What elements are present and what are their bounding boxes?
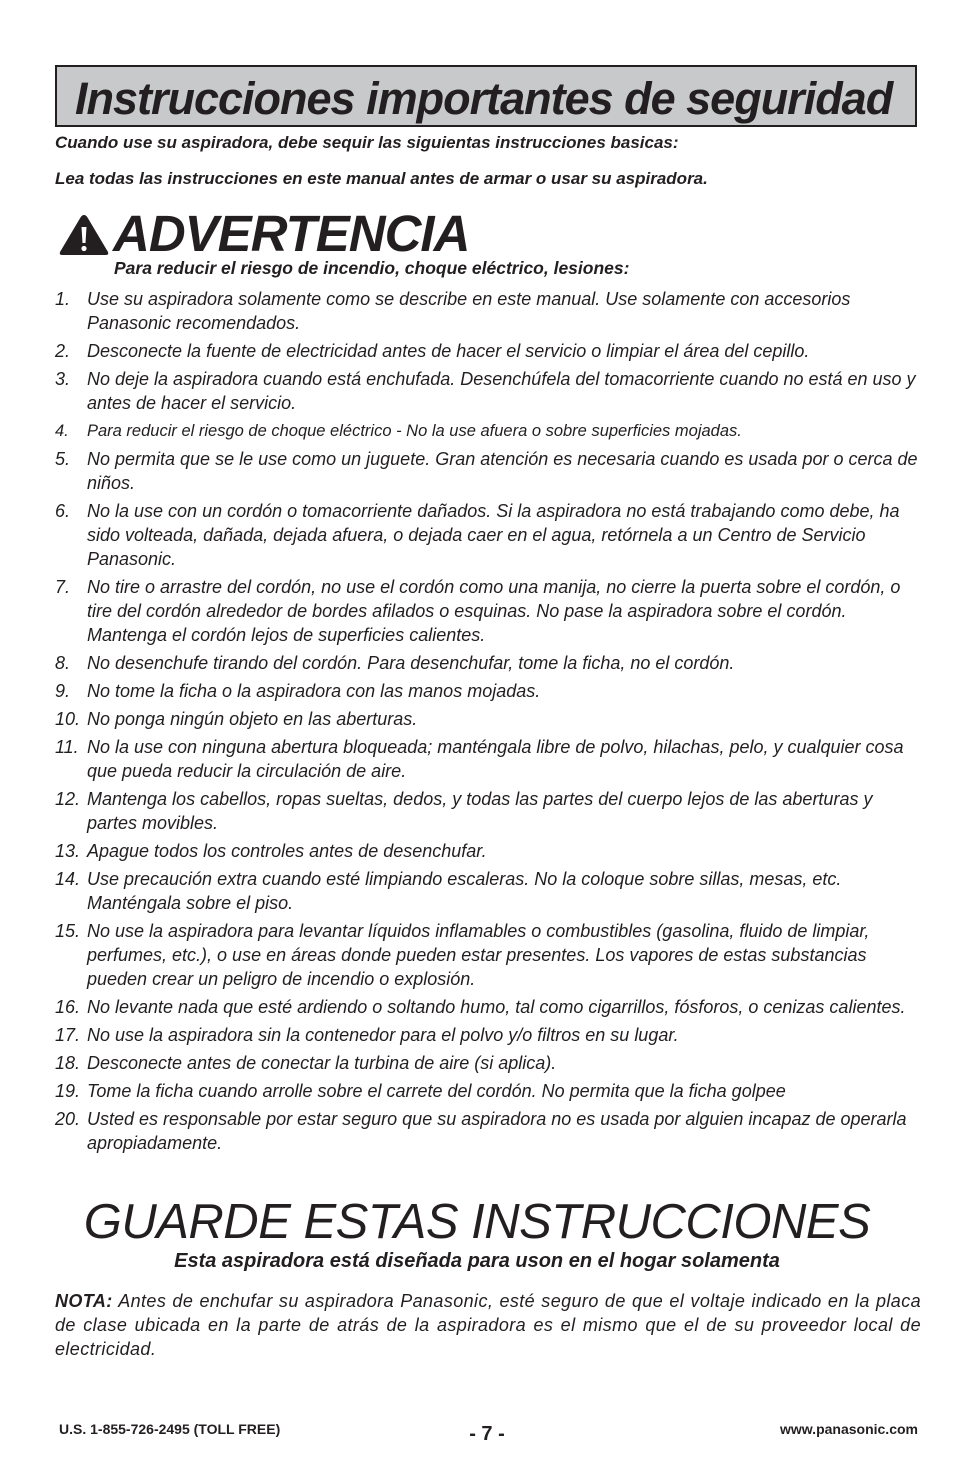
instruction-item <box>55 839 925 863</box>
instruction-item <box>55 1051 925 1075</box>
instruction-text: No ponga ningún objeto en las aberturas. <box>87 709 418 729</box>
instruction-item <box>55 499 925 571</box>
instruction-text: No use la aspiradora sin la contenedor para el polvo y/o filtros en su lugar. <box>87 1025 679 1045</box>
instruction-text: Para reducir el riesgo de choque eléctrico - No la use afuera o sobre superficies mojadas. <box>87 422 742 440</box>
instruction-number: 8. <box>55 653 71 673</box>
instruction-number: 13. <box>55 841 81 861</box>
instruction-text: No levante nada que esté ardiendo o soltando humo, tal como cigarrillos, fósforos, o cenizas calientes. <box>87 997 906 1017</box>
instruction-item <box>55 367 925 415</box>
home-use-notice: Esta aspiradora está diseñada para uson en el hogar solamenta <box>174 1250 780 1272</box>
page-title: Instrucciones importantes de seguridad <box>75 73 893 124</box>
instruction-text: No la use con un cordón o tomacorriente dañados. Si la aspiradora no está trabajando como debe, ha sido volteada, dañada, dejada afuera, o dejada caer en el agua, retórnela a un Centro de Servicio Panasonic. <box>87 501 900 569</box>
footer-phone: U.S. 1-855-726-2495 (TOLL FREE) <box>59 1421 281 1437</box>
instruction-number: 5. <box>55 449 71 469</box>
instruction-item <box>55 575 925 647</box>
instruction-item <box>55 995 925 1019</box>
instruction-number: 2. <box>55 341 71 361</box>
instruction-item <box>55 287 925 335</box>
instruction-item <box>55 339 925 363</box>
instruction-number: 19. <box>55 1081 81 1101</box>
note-label: NOTA: <box>55 1291 113 1311</box>
instruction-number: 14. <box>55 869 81 889</box>
footer-website: www.panasonic.com <box>780 1421 918 1437</box>
instruction-item <box>55 679 925 703</box>
page-number: - 7 - <box>469 1423 505 1445</box>
instruction-item <box>55 919 925 991</box>
instruction-text: Use su aspiradora solamente como se describe en este manual. Use solamente con accesorios Panasonic recomendados. <box>87 289 851 333</box>
instruction-item <box>55 1023 925 1047</box>
intro-line-1: Cuando use su aspiradora, debe sequir las siguientas instrucciones basicas: <box>55 133 679 152</box>
instruction-item <box>55 867 925 915</box>
title-banner <box>55 65 917 127</box>
instruction-number: 16. <box>55 997 81 1017</box>
note-text: Antes de enchufar su aspiradora Panasonic, esté seguro de que el voltaje indicado en la placa de clase ubicada en la parte de atrás de la aspiradora es el mismo que el de su proveedor local de electricidad. <box>55 1291 921 1359</box>
instruction-item <box>55 447 925 495</box>
note-paragraph <box>55 1289 921 1361</box>
warning-triangle-icon <box>58 213 110 257</box>
instruction-text: Mantenga los cabellos, ropas sueltas, dedos, y todas las partes del cuerpo lejos de las aberturas y partes movibles. <box>87 789 873 833</box>
instruction-number: 20. <box>55 1109 81 1129</box>
instruction-text: Use precaución extra cuando esté limpiando escaleras. No la coloque sobre sillas, mesas, etc. Manténgala sobre el piso. <box>87 869 842 913</box>
safety-instructions-list <box>55 287 925 1159</box>
instruction-text: Tome la ficha cuando arrolle sobre el carrete del cordón. No permita que la ficha golpee <box>87 1081 786 1101</box>
instruction-text: No desenchufe tirando del cordón. Para desenchufar, tome la ficha, no el cordón. <box>87 653 735 673</box>
instruction-number: 3. <box>55 369 71 389</box>
instruction-number: 12. <box>55 789 81 809</box>
instruction-number: 1. <box>55 289 71 309</box>
instruction-text: Usted es responsable por estar seguro que su aspiradora no es usada por alguien incapaz de operarla apropiadamente. <box>87 1109 907 1153</box>
intro-line-2: Lea todas las instrucciones en este manual antes de armar o usar su aspiradora. <box>55 169 708 188</box>
instruction-text: No tire o arrastre del cordón, no use el cordón como una manija, no cierre la puerta sobre el cordón, o tire del cordón alrededor de bordes afilados o esquinas. No pase la aspiradora sobre el cordón. Mantenga el cordón lejos de superficies calientes. <box>87 577 901 645</box>
warning-title: ADVERTENCIA <box>113 205 470 262</box>
instruction-number: 4. <box>55 422 69 440</box>
instruction-number: 15. <box>55 921 81 941</box>
instruction-text: No tome la ficha o la aspiradora con las manos mojadas. <box>87 681 541 701</box>
warning-subtitle: Para reducir el riesgo de incendio, choque eléctrico, lesiones: <box>114 258 630 278</box>
instruction-text: Desconecte antes de conectar la turbina de aire (si aplica). <box>87 1053 557 1073</box>
instruction-number: 9. <box>55 681 71 701</box>
instruction-text: No deje la aspiradora cuando está enchufada. Desenchúfela del tomacorriente cuando no está en uso y antes de hacer el servicio. <box>87 369 916 413</box>
save-instructions-heading: GUARDE ESTAS INSTRUCCIONES <box>83 1195 871 1249</box>
instruction-number: 6. <box>55 501 71 521</box>
instruction-item <box>55 735 925 783</box>
instruction-text: Apague todos los controles antes de desenchufar. <box>87 841 487 861</box>
instruction-item <box>55 707 925 731</box>
instruction-text: No permita que se le use como un juguete. Gran atención es necesaria cuando es usada por o cerca de niños. <box>87 449 918 493</box>
instruction-text: Desconecte la fuente de electricidad antes de hacer el servicio o limpiar el área del cepillo. <box>87 341 810 361</box>
instruction-number: 17. <box>55 1025 81 1045</box>
instruction-text: No la use con ninguna abertura bloqueada; manténgala libre de polvo, hilachas, pelo, y cualquier cosa que pueda reducir la circulación de aire. <box>87 737 904 781</box>
instruction-item <box>55 1107 925 1155</box>
instruction-item <box>55 651 925 675</box>
instruction-item <box>55 419 925 443</box>
instruction-number: 18. <box>55 1053 81 1073</box>
instruction-item <box>55 787 925 835</box>
instruction-number: 11. <box>55 737 79 757</box>
instruction-item <box>55 1079 925 1103</box>
instruction-number: 10. <box>55 709 81 729</box>
instruction-number: 7. <box>55 577 71 597</box>
instruction-text: No use la aspiradora para levantar líquidos inflamables o combustibles (gasolina, fluido de limpiar, perfumes, etc.), o use en áreas donde pueden estar presentes. Los vapores de estas substancias pueden crear un peligro de incendio o explosión. <box>87 921 870 989</box>
